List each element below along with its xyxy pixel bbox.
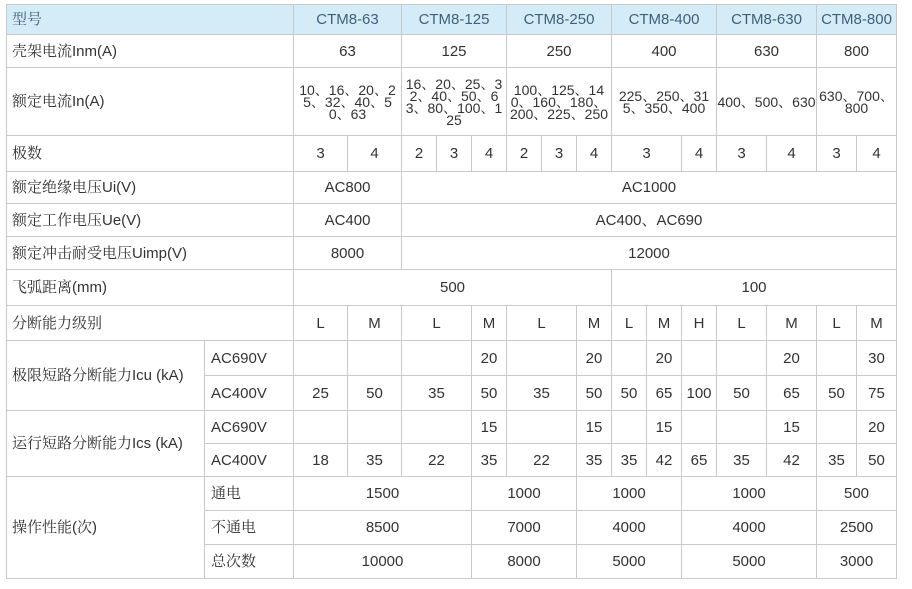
row-label: 飞弧距离(mm) [7, 270, 294, 306]
value-cell: 35 [402, 376, 472, 411]
value-cell: AC400、AC690 [402, 204, 897, 237]
value-cell: 1000 [577, 477, 682, 511]
model-cell: CTM8-800 [817, 5, 897, 35]
model-label: 型号 [7, 5, 294, 35]
row-label: 额定冲击耐受电压Uimp(V) [7, 237, 294, 270]
value-cell: L [507, 306, 577, 341]
value-cell: 75 [857, 376, 897, 411]
value-cell: 3000 [817, 545, 897, 579]
value-cell: 5000 [577, 545, 682, 579]
value-cell: 4 [348, 136, 402, 172]
model-cell: CTM8-125 [402, 5, 507, 35]
value-cell: 35 [577, 444, 612, 477]
value-cell: 22 [507, 444, 577, 477]
operation-sub-label: 通电 [205, 477, 294, 511]
voltage-label: AC690V [205, 411, 294, 444]
ics-ac690-row [7, 411, 897, 444]
voltage-label: AC690V [205, 341, 294, 376]
operation-sub-label: 不通电 [205, 511, 294, 545]
row-label: 额定电流In(A) [7, 68, 294, 136]
value-cell: 7000 [472, 511, 577, 545]
icu-ac690-row [7, 341, 897, 376]
value-cell: 20 [767, 341, 817, 376]
value-cell: 30 [857, 341, 897, 376]
value-cell: 1000 [682, 477, 817, 511]
value-cell: 50 [817, 376, 857, 411]
value-cell: 63 [294, 35, 402, 68]
value-cell [402, 341, 472, 376]
value-cell: 250 [507, 35, 612, 68]
value-cell: 42 [647, 444, 682, 477]
value-cell: 42 [767, 444, 817, 477]
value-cell: 8500 [294, 511, 472, 545]
value-cell: 65 [647, 376, 682, 411]
breaking-level-row [7, 306, 897, 341]
value-cell: M [472, 306, 507, 341]
value-cell: 65 [682, 444, 717, 477]
value-cell: 10、16、20、25、32、40、50、63 [294, 68, 402, 136]
operation-powered-row [7, 477, 897, 511]
row-label: 额定工作电压Ue(V) [7, 204, 294, 237]
value-cell: 15 [767, 411, 817, 444]
value-cell [717, 411, 767, 444]
operation-sub-label: 总次数 [205, 545, 294, 579]
value-cell: H [682, 306, 717, 341]
model-cell: CTM8-630 [717, 5, 817, 35]
value-cell: 20 [472, 341, 507, 376]
value-cell: 12000 [402, 237, 897, 270]
value-cell [817, 341, 857, 376]
value-cell: AC800 [294, 172, 402, 204]
value-cell: 2500 [817, 511, 897, 545]
value-cell: 20 [647, 341, 682, 376]
spec-table [6, 4, 897, 579]
value-cell: 50 [612, 376, 647, 411]
value-cell: 4 [767, 136, 817, 172]
value-cell: 5000 [682, 545, 817, 579]
value-cell: 100、125、140、160、180、200、225、250 [507, 68, 612, 136]
value-cell: 15 [577, 411, 612, 444]
value-cell: 125 [402, 35, 507, 68]
value-cell: 3 [294, 136, 348, 172]
value-cell: 35 [817, 444, 857, 477]
value-cell: 35 [612, 444, 647, 477]
value-cell: M [647, 306, 682, 341]
value-cell: 1500 [294, 477, 472, 511]
value-cell [682, 411, 717, 444]
value-cell [717, 341, 767, 376]
value-cell [402, 411, 472, 444]
value-cell [507, 411, 577, 444]
value-cell: 15 [472, 411, 507, 444]
value-cell: 4000 [577, 511, 682, 545]
value-cell: 630 [717, 35, 817, 68]
value-cell: 630、700、800 [817, 68, 897, 136]
value-cell: 4 [857, 136, 897, 172]
value-cell: 8000 [472, 545, 577, 579]
value-cell: L [294, 306, 348, 341]
impulse-voltage-row [7, 237, 897, 270]
value-cell: 500 [817, 477, 897, 511]
row-label: 操作性能(次) [7, 477, 205, 579]
value-cell: 3 [717, 136, 767, 172]
row-label: 壳架电流Inm(A) [7, 35, 294, 68]
value-cell [507, 341, 577, 376]
value-cell: L [717, 306, 767, 341]
value-cell: 1000 [472, 477, 577, 511]
value-cell: 4 [472, 136, 507, 172]
value-cell: 4 [577, 136, 612, 172]
row-label: 运行短路分断能力Ics (kA) [7, 411, 205, 477]
value-cell: 50 [472, 376, 507, 411]
value-cell [294, 341, 348, 376]
value-cell: 3 [817, 136, 857, 172]
value-cell: M [348, 306, 402, 341]
value-cell: AC400 [294, 204, 402, 237]
value-cell: 16、20、25、32、40、50、63、80、100、125 [402, 68, 507, 136]
rated-current-row [7, 68, 897, 136]
value-cell [294, 411, 348, 444]
value-cell: 20 [577, 341, 612, 376]
header-row [7, 5, 897, 35]
value-cell: 400、500、630 [717, 68, 817, 136]
value-cell: 65 [767, 376, 817, 411]
value-cell: M [767, 306, 817, 341]
value-cell: L [612, 306, 647, 341]
model-cell: CTM8-63 [294, 5, 402, 35]
value-cell: 35 [507, 376, 577, 411]
value-cell: 4000 [682, 511, 817, 545]
value-cell: 8000 [294, 237, 402, 270]
value-cell: 35 [348, 444, 402, 477]
value-cell: 225、250、315、350、400 [612, 68, 717, 136]
value-cell: 50 [577, 376, 612, 411]
value-cell: 25 [294, 376, 348, 411]
value-cell: 50 [348, 376, 402, 411]
value-cell: 100 [682, 376, 717, 411]
value-cell [348, 341, 402, 376]
value-cell: 2 [507, 136, 542, 172]
value-cell: 3 [542, 136, 577, 172]
value-cell: 22 [402, 444, 472, 477]
value-cell: 4 [682, 136, 717, 172]
value-cell: M [577, 306, 612, 341]
value-cell: 400 [612, 35, 717, 68]
model-cell: CTM8-250 [507, 5, 612, 35]
value-cell [817, 411, 857, 444]
value-cell [348, 411, 402, 444]
row-label: 极数 [7, 136, 294, 172]
value-cell: 20 [857, 411, 897, 444]
value-cell: 15 [647, 411, 682, 444]
row-label: 额定绝缘电压Ui(V) [7, 172, 294, 204]
model-cell: CTM8-400 [612, 5, 717, 35]
value-cell: 18 [294, 444, 348, 477]
value-cell [612, 411, 647, 444]
poles-row [7, 136, 897, 172]
voltage-label: AC400V [205, 444, 294, 477]
value-cell: 50 [857, 444, 897, 477]
value-cell: 800 [817, 35, 897, 68]
value-cell: L [402, 306, 472, 341]
value-cell: 35 [717, 444, 767, 477]
value-cell: 500 [294, 270, 612, 306]
value-cell: 2 [402, 136, 437, 172]
value-cell: 3 [437, 136, 472, 172]
arc-distance-row [7, 270, 897, 306]
working-voltage-row [7, 204, 897, 237]
voltage-label: AC400V [205, 376, 294, 411]
row-label: 分断能力级别 [7, 306, 294, 341]
value-cell: 50 [717, 376, 767, 411]
value-cell: 35 [472, 444, 507, 477]
value-cell [682, 341, 717, 376]
value-cell: L [817, 306, 857, 341]
value-cell: 100 [612, 270, 897, 306]
value-cell: M [857, 306, 897, 341]
value-cell: 3 [612, 136, 682, 172]
row-label: 极限短路分断能力Icu (kA) [7, 341, 205, 411]
frame-current-row [7, 35, 897, 68]
value-cell: 10000 [294, 545, 472, 579]
insulation-voltage-row [7, 172, 897, 204]
value-cell: AC1000 [402, 172, 897, 204]
value-cell [612, 341, 647, 376]
